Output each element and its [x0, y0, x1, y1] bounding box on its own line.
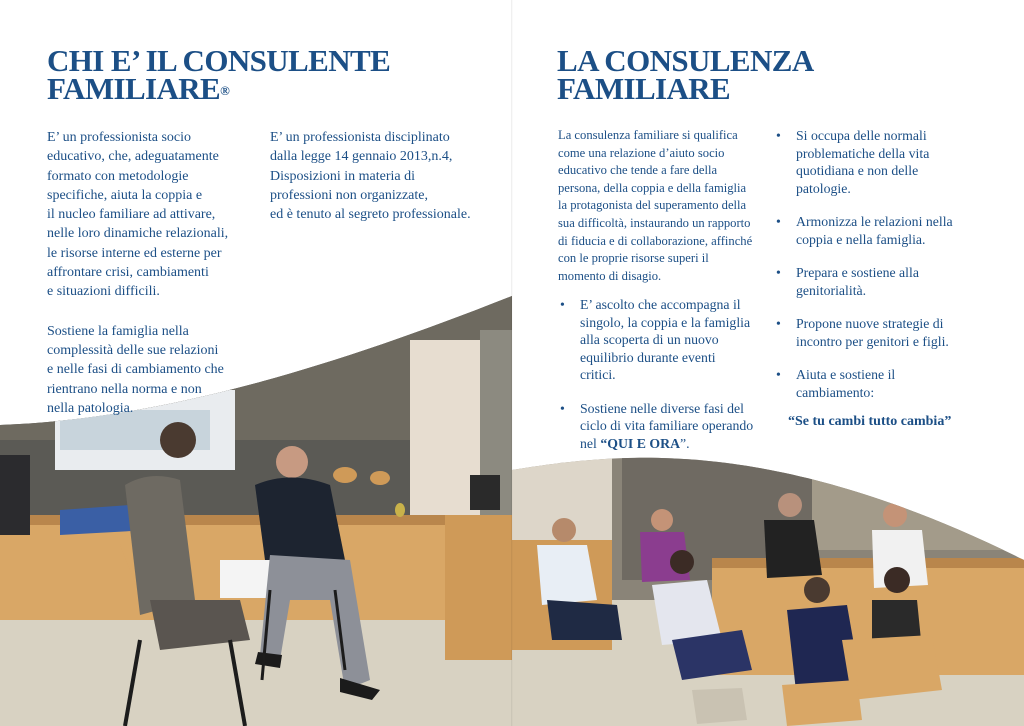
left-page-title	[47, 43, 391, 106]
right-title-line2: FAMILIARE	[557, 71, 731, 106]
bullet-change-text: Aiuta e sostiene il cambiamento:	[796, 367, 896, 400]
right-page	[512, 0, 1024, 726]
page-fold	[511, 0, 513, 726]
left-column-1	[47, 128, 247, 418]
legal-framework-paragraph: E’ un professionista disciplinato dalla legge 14 gennaio 2013,n.4, Disposizioni in materia di professioni non organizzate, ed è tenuto al segreto professionale.	[270, 130, 471, 223]
bullet-harmonize-text: Armonizza le relazioni nella coppia e nella famiglia.	[796, 214, 953, 247]
consulting-bullets-right	[774, 127, 1014, 401]
bullet-here-and-now-text: Sostiene nelle diverse fasi del ciclo di vita familiare operando nel	[580, 400, 754, 451]
right-title-line1: LA CONSULENZA	[557, 43, 814, 78]
bullet-dot-icon: •	[560, 400, 565, 416]
bullet-dot-icon: •	[776, 367, 781, 382]
closing-quote: “Se tu cambi tutto cambia”	[788, 414, 952, 429]
left-column-2	[270, 128, 506, 224]
bullet-dot-icon: •	[776, 265, 781, 280]
left-title-line1: CHI E’ IL CONSULENTE	[47, 43, 391, 78]
bullet-parenting	[774, 264, 1014, 299]
right-page-title	[557, 43, 814, 106]
qui-e-ora-closing: ”.	[680, 435, 690, 451]
bullet-everyday-problems-text: Si occupa delle normali problematiche della vita quotidiana e non delle patologie.	[796, 128, 930, 196]
family-support-paragraph: Sostiene la famiglia nella complessità delle sue relazioni e nelle fasi di cambiamento che rientrano nella norma e non nella patologia.	[47, 323, 224, 416]
bullet-dot-icon: •	[776, 316, 781, 331]
bullet-dot-icon: •	[776, 214, 781, 229]
bullet-change	[774, 366, 1014, 401]
bullet-strategies	[774, 315, 1014, 350]
bullet-harmonize	[774, 213, 1014, 248]
left-title-line2: FAMILIARE	[47, 71, 221, 106]
consulting-intro-paragraph: La consulenza familiare si qualifica come una relazione d’aiuto socio educativo che tende a fare della persona, della coppia e della famiglia la protagonista del superamento della sua difficoltà, instaurando un rapporto di fiducia e di collaborazione, affinché con le proprie risorse superi il momento di disagio.	[558, 128, 753, 283]
bullet-parenting-text: Prepara e sostiene alla genitorialità.	[796, 265, 919, 298]
consulting-bullets-left	[558, 296, 778, 452]
bullet-here-and-now	[558, 400, 778, 453]
consulting-intro	[558, 127, 768, 285]
bullet-dot-icon: •	[776, 128, 781, 143]
bullet-everyday-problems	[774, 127, 1014, 197]
bullet-listening-text: E’ ascolto che accompagna il singolo, la coppia e la famiglia alla scoperta di un nuovo equilibrio durante eventi critici.	[580, 297, 751, 382]
consultant-definition-paragraph: E’ un professionista socio educativo, che, adeguatamente formato con metodologie specifiche, aiuta la coppia e il nucleo familiare ad attivare, nelle loro dinamiche relazionali, le risorse interne ed esterne per affrontare crisi, cambiamenti e situazioni difficili.	[47, 130, 229, 300]
registered-trademark-mark: ®	[220, 83, 230, 98]
bullet-listening	[558, 296, 778, 384]
qui-e-ora-emphasis: “QUI E ORA	[600, 435, 681, 451]
bullet-dot-icon: •	[560, 297, 565, 312]
bullet-strategies-text: Propone nuove strategie di incontro per genitori e figli.	[796, 316, 949, 349]
